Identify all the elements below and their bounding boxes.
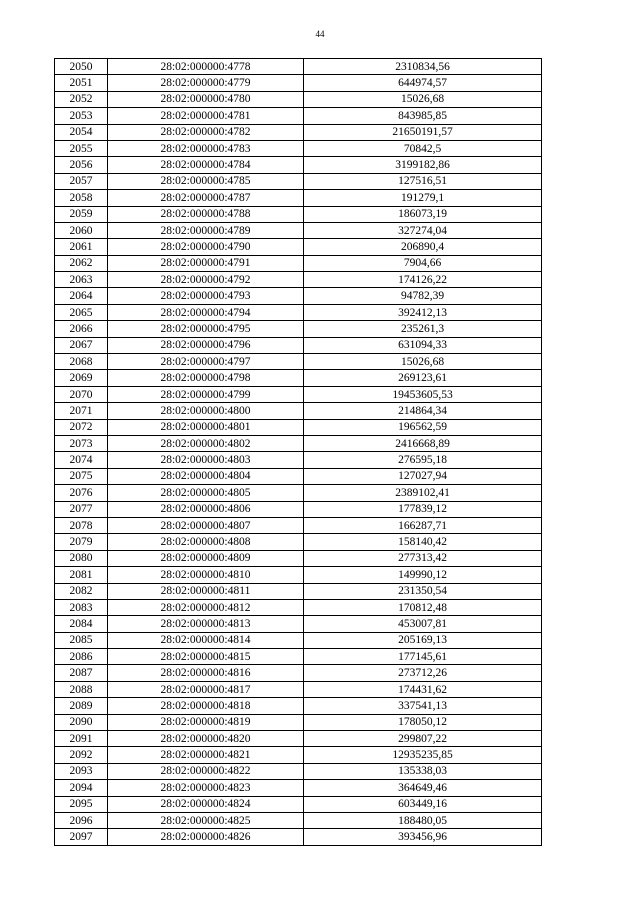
cadastral-number-cell: 28:02:000000:4817: [108, 681, 304, 697]
value-cell: 231350,54: [304, 583, 542, 599]
cadastral-number-cell: 28:02:000000:4820: [108, 731, 304, 747]
value-cell: 188480,05: [304, 812, 542, 828]
table-row: [55, 632, 542, 648]
value-cell: 235261,3: [304, 321, 542, 337]
cadastral-number-cell: 28:02:000000:4816: [108, 665, 304, 681]
cadastral-number-cell: 28:02:000000:4812: [108, 599, 304, 615]
row-number-cell: 2070: [55, 386, 108, 402]
cadastral-number-cell: 28:02:000000:4807: [108, 517, 304, 533]
table-row: [55, 59, 542, 75]
row-number-cell: 2065: [55, 304, 108, 320]
cadastral-number-cell: 28:02:000000:4789: [108, 222, 304, 238]
table-row: [55, 321, 542, 337]
value-cell: 7904,66: [304, 255, 542, 271]
row-number-cell: 2097: [55, 829, 108, 845]
row-number-cell: 2090: [55, 714, 108, 730]
value-cell: 170812,48: [304, 599, 542, 615]
table-row: [55, 370, 542, 386]
cadastral-number-cell: 28:02:000000:4796: [108, 337, 304, 353]
value-cell: 273712,26: [304, 665, 542, 681]
cadastral-value-table: [54, 58, 542, 846]
cadastral-number-cell: 28:02:000000:4801: [108, 419, 304, 435]
row-number-cell: 2085: [55, 632, 108, 648]
table-row: [55, 272, 542, 288]
table-row: [55, 157, 542, 173]
cadastral-number-cell: 28:02:000000:4823: [108, 780, 304, 796]
cadastral-number-cell: 28:02:000000:4803: [108, 452, 304, 468]
table-row: [55, 403, 542, 419]
row-number-cell: 2089: [55, 698, 108, 714]
table-row: [55, 599, 542, 615]
table-row: [55, 91, 542, 107]
value-cell: 337541,13: [304, 698, 542, 714]
cadastral-number-cell: 28:02:000000:4810: [108, 567, 304, 583]
table-row: [55, 288, 542, 304]
table-row: [55, 124, 542, 140]
row-number-cell: 2086: [55, 649, 108, 665]
value-cell: 3199182,86: [304, 157, 542, 173]
value-cell: 205169,13: [304, 632, 542, 648]
cadastral-number-cell: 28:02:000000:4797: [108, 354, 304, 370]
table-row: [55, 747, 542, 763]
row-number-cell: 2081: [55, 567, 108, 583]
value-cell: 269123,61: [304, 370, 542, 386]
row-number-cell: 2082: [55, 583, 108, 599]
table-row: [55, 616, 542, 632]
cadastral-number-cell: 28:02:000000:4780: [108, 91, 304, 107]
table-row: [55, 665, 542, 681]
table-row: [55, 190, 542, 206]
table-row: [55, 583, 542, 599]
cadastral-number-cell: 28:02:000000:4811: [108, 583, 304, 599]
row-number-cell: 2091: [55, 731, 108, 747]
row-number-cell: 2071: [55, 403, 108, 419]
value-cell: 15026,68: [304, 354, 542, 370]
table-row: [55, 714, 542, 730]
row-number-cell: 2078: [55, 517, 108, 533]
value-cell: 178050,12: [304, 714, 542, 730]
row-number-cell: 2073: [55, 435, 108, 451]
table-row: [55, 780, 542, 796]
value-cell: 127516,51: [304, 173, 542, 189]
page-number: 44: [315, 29, 325, 39]
table-row: [55, 649, 542, 665]
table-row: [55, 222, 542, 238]
value-cell: 158140,42: [304, 534, 542, 550]
cadastral-number-cell: 28:02:000000:4778: [108, 59, 304, 75]
value-cell: 299807,22: [304, 731, 542, 747]
value-cell: 149990,12: [304, 567, 542, 583]
row-number-cell: 2053: [55, 108, 108, 124]
value-cell: 2389102,41: [304, 485, 542, 501]
value-cell: 276595,18: [304, 452, 542, 468]
cadastral-number-cell: 28:02:000000:4809: [108, 550, 304, 566]
value-cell: 364649,46: [304, 780, 542, 796]
value-cell: 196562,59: [304, 419, 542, 435]
value-cell: 21650191,57: [304, 124, 542, 140]
value-cell: 206890,4: [304, 239, 542, 255]
cadastral-number-cell: 28:02:000000:4790: [108, 239, 304, 255]
table-row: [55, 452, 542, 468]
value-cell: 174126,22: [304, 272, 542, 288]
table-row: [55, 681, 542, 697]
value-cell: 453007,81: [304, 616, 542, 632]
table-row: [55, 354, 542, 370]
cadastral-number-cell: 28:02:000000:4800: [108, 403, 304, 419]
cadastral-number-cell: 28:02:000000:4821: [108, 747, 304, 763]
value-cell: 644974,57: [304, 75, 542, 91]
row-number-cell: 2080: [55, 550, 108, 566]
table-row: [55, 75, 542, 91]
cadastral-number-cell: 28:02:000000:4815: [108, 649, 304, 665]
row-number-cell: 2063: [55, 272, 108, 288]
value-cell: 327274,04: [304, 222, 542, 238]
table-row: [55, 337, 542, 353]
table-row: [55, 812, 542, 828]
cadastral-number-cell: 28:02:000000:4795: [108, 321, 304, 337]
row-number-cell: 2061: [55, 239, 108, 255]
table-row: [55, 239, 542, 255]
row-number-cell: 2062: [55, 255, 108, 271]
row-number-cell: 2088: [55, 681, 108, 697]
row-number-cell: 2066: [55, 321, 108, 337]
value-cell: 277313,42: [304, 550, 542, 566]
value-cell: 70842,5: [304, 140, 542, 156]
row-number-cell: 2076: [55, 485, 108, 501]
value-cell: 19453605,53: [304, 386, 542, 402]
value-cell: 177839,12: [304, 501, 542, 517]
table-row: [55, 567, 542, 583]
cadastral-number-cell: 28:02:000000:4793: [108, 288, 304, 304]
row-number-cell: 2064: [55, 288, 108, 304]
row-number-cell: 2051: [55, 75, 108, 91]
table-row: [55, 731, 542, 747]
cadastral-number-cell: 28:02:000000:4813: [108, 616, 304, 632]
table-row: [55, 173, 542, 189]
table-row: [55, 255, 542, 271]
row-number-cell: 2079: [55, 534, 108, 550]
value-cell: 174431,62: [304, 681, 542, 697]
row-number-cell: 2075: [55, 468, 108, 484]
value-cell: 15026,68: [304, 91, 542, 107]
table-row: [55, 517, 542, 533]
table-body: [55, 59, 542, 846]
value-cell: 2416668,89: [304, 435, 542, 451]
cadastral-number-cell: 28:02:000000:4826: [108, 829, 304, 845]
row-number-cell: 2084: [55, 616, 108, 632]
row-number-cell: 2050: [55, 59, 108, 75]
value-cell: 214864,34: [304, 403, 542, 419]
row-number-cell: 2093: [55, 763, 108, 779]
value-cell: 631094,33: [304, 337, 542, 353]
cadastral-number-cell: 28:02:000000:4808: [108, 534, 304, 550]
row-number-cell: 2087: [55, 665, 108, 681]
cadastral-number-cell: 28:02:000000:4814: [108, 632, 304, 648]
cadastral-number-cell: 28:02:000000:4779: [108, 75, 304, 91]
cadastral-number-cell: 28:02:000000:4791: [108, 255, 304, 271]
row-number-cell: 2077: [55, 501, 108, 517]
table-row: [55, 550, 542, 566]
cadastral-number-cell: 28:02:000000:4804: [108, 468, 304, 484]
value-cell: 392412,13: [304, 304, 542, 320]
row-number-cell: 2074: [55, 452, 108, 468]
table-row: [55, 419, 542, 435]
value-cell: 177145,61: [304, 649, 542, 665]
table-row: [55, 698, 542, 714]
value-cell: 135338,03: [304, 763, 542, 779]
value-cell: 191279,1: [304, 190, 542, 206]
cadastral-number-cell: 28:02:000000:4818: [108, 698, 304, 714]
cadastral-number-cell: 28:02:000000:4792: [108, 272, 304, 288]
cadastral-number-cell: 28:02:000000:4822: [108, 763, 304, 779]
row-number-cell: 2052: [55, 91, 108, 107]
row-number-cell: 2057: [55, 173, 108, 189]
value-cell: 186073,19: [304, 206, 542, 222]
row-number-cell: 2056: [55, 157, 108, 173]
row-number-cell: 2092: [55, 747, 108, 763]
cadastral-number-cell: 28:02:000000:4824: [108, 796, 304, 812]
cadastral-number-cell: 28:02:000000:4799: [108, 386, 304, 402]
table-row: [55, 829, 542, 845]
value-cell: 393456,96: [304, 829, 542, 845]
row-number-cell: 2072: [55, 419, 108, 435]
table-row: [55, 763, 542, 779]
row-number-cell: 2055: [55, 140, 108, 156]
row-number-cell: 2067: [55, 337, 108, 353]
table-row: [55, 386, 542, 402]
cadastral-number-cell: 28:02:000000:4798: [108, 370, 304, 386]
cadastral-number-cell: 28:02:000000:4782: [108, 124, 304, 140]
cadastral-number-cell: 28:02:000000:4806: [108, 501, 304, 517]
cadastral-number-cell: 28:02:000000:4794: [108, 304, 304, 320]
cadastral-number-cell: 28:02:000000:4788: [108, 206, 304, 222]
row-number-cell: 2068: [55, 354, 108, 370]
row-number-cell: 2054: [55, 124, 108, 140]
value-cell: 127027,94: [304, 468, 542, 484]
row-number-cell: 2058: [55, 190, 108, 206]
cadastral-number-cell: 28:02:000000:4784: [108, 157, 304, 173]
table-row: [55, 304, 542, 320]
value-cell: 843985,85: [304, 108, 542, 124]
row-number-cell: 2095: [55, 796, 108, 812]
row-number-cell: 2060: [55, 222, 108, 238]
table-row: [55, 534, 542, 550]
table-row: [55, 435, 542, 451]
row-number-cell: 2059: [55, 206, 108, 222]
table-row: [55, 206, 542, 222]
table-row: [55, 468, 542, 484]
value-cell: 12935235,85: [304, 747, 542, 763]
cadastral-number-cell: 28:02:000000:4802: [108, 435, 304, 451]
table-row: [55, 485, 542, 501]
value-cell: 603449,16: [304, 796, 542, 812]
cadastral-number-cell: 28:02:000000:4805: [108, 485, 304, 501]
cadastral-number-cell: 28:02:000000:4785: [108, 173, 304, 189]
cadastral-number-cell: 28:02:000000:4781: [108, 108, 304, 124]
cadastral-number-cell: 28:02:000000:4787: [108, 190, 304, 206]
value-cell: 2310834,56: [304, 59, 542, 75]
row-number-cell: 2096: [55, 812, 108, 828]
row-number-cell: 2094: [55, 780, 108, 796]
row-number-cell: 2083: [55, 599, 108, 615]
table-row: [55, 140, 542, 156]
row-number-cell: 2069: [55, 370, 108, 386]
table-row: [55, 501, 542, 517]
cadastral-number-cell: 28:02:000000:4819: [108, 714, 304, 730]
value-cell: 94782,39: [304, 288, 542, 304]
cadastral-number-cell: 28:02:000000:4783: [108, 140, 304, 156]
cadastral-number-cell: 28:02:000000:4825: [108, 812, 304, 828]
table-row: [55, 108, 542, 124]
value-cell: 166287,71: [304, 517, 542, 533]
table-row: [55, 796, 542, 812]
